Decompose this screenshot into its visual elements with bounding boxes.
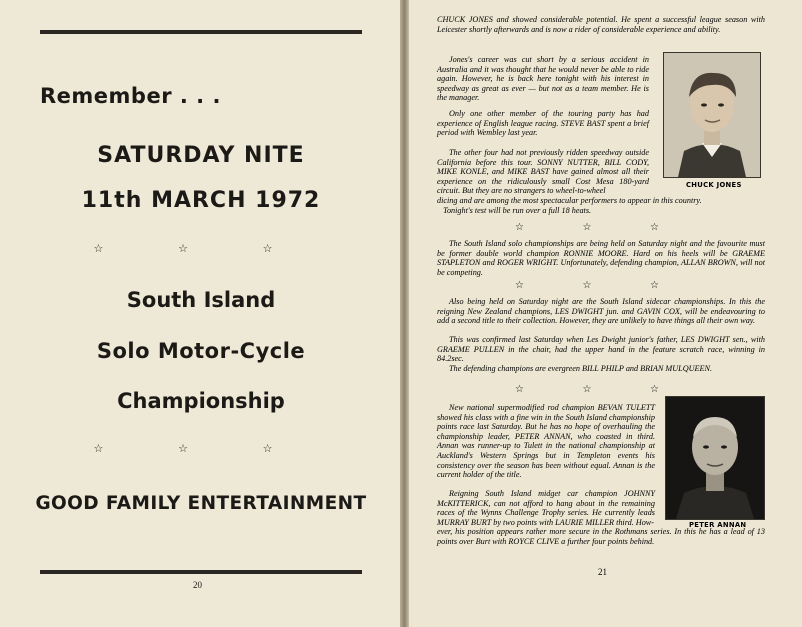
left-page: [0, 0, 400, 627]
top-rule: [40, 30, 362, 34]
event-line-3: Championship: [117, 389, 285, 413]
paragraph-4-part-a: The other four had not previously ridden speedway outside California before this tour. SONNY NUTTER, BILL CODY, MIKE KONLE, and MIKE BAST have gained almost all their experience on the ridiculously small Cost Mesa 180-yard circuit. But they are no strangers to wheel-to-wheel: [437, 148, 649, 196]
star-divider: ☆ ☆ ☆: [93, 243, 309, 255]
paragraph-2: Jones's career was cut short by a serious accident in Australia and it was thought that he would never be able to ride again. However, he is back here tonight with his interest in speedway as great as ever — but not as a team member. He is the manager.: [437, 55, 649, 103]
paragraph-4-part-c: Tonight's test will be run over a full 18 heats.: [443, 205, 592, 215]
star-divider-right-2: ☆ ☆ ☆: [515, 280, 687, 291]
paragraph-8: The defending champions are evergreen BILL PHILP and BRIAN MULQUEEN.: [449, 364, 713, 373]
paragraph-5: The South Island solo championships are being held on Saturday night and the favourite must be former double world champion RONNIE MOORE. Hard on his heels will be GRAEME STAPLETON and ROGER WRIGHT. Unfortunately, defending champion, ALLAN BROWN, will not be competing.: [437, 239, 765, 277]
event-line-1: South Island: [126, 288, 276, 312]
day-line: SATURDAY NITE: [97, 143, 305, 168]
tagline: GOOD FAMILY ENTERTAINMENT: [35, 493, 367, 514]
remember-heading: Remember . . .: [40, 84, 221, 108]
page-gutter: [400, 0, 409, 627]
peter-annan-caption: PETER ANNAN: [689, 521, 747, 529]
event-line-2: Solo Motor-Cycle: [96, 339, 306, 363]
paragraph-1: CHUCK JONES and showed considerable potential. He spent a successful league season with Leicester shortly afterwards and is now a rider of considerable experience and ability.: [437, 15, 765, 34]
paragraph-9: New national supermodified rod champion BEVAN TULETT showed his class with a fine win in the South Island championship points race last Saturday. But he has no hope of overhauling the championship leader, PETER ANNAN, who coasted in third. Annan was runner-up to Tulett in the national championship at Auckland's Western Springs but in Templeton events his consistency over the season has been without equal. Annan is the current holder of the title.: [437, 403, 655, 480]
paragraph-3: Only one other member of the touring party has had experience of English league racing. STEVE BAST spent a brief period with Wembley last year.: [437, 109, 649, 138]
peter-annan-photo: [665, 396, 765, 520]
star-divider-2: ☆ ☆ ☆: [93, 443, 309, 455]
paragraph-4-part-b: dicing and are among the most spectacular performers to appear in this country.: [437, 195, 702, 205]
bottom-rule: [40, 570, 362, 574]
chuck-jones-photo: [663, 52, 761, 178]
chuck-jones-caption: CHUCK JONES: [686, 181, 742, 189]
star-divider-right-3: ☆ ☆ ☆: [515, 384, 687, 395]
paragraph-7: This was confirmed last Saturday when Les Dwight junior's father, LES DWIGHT sen., with GRAEME PULLEN in the chair, had the upper hand in the feature scratch race, winning in 84.2sec.: [437, 335, 765, 364]
paragraph-10-part-b: ever, his position appears rather more secure in the Rothmans series. In this he has a lead of 13 points over Burt with ROYCE CLIVE a further four points behind.: [437, 527, 765, 546]
page-number-left: 20: [193, 580, 202, 590]
star-divider-right-1: ☆ ☆ ☆: [515, 222, 687, 233]
paragraph-6: Also being held on Saturday night are the South Island sidecar championships. In this the reigning New Zealand champions, LES DWIGHT jun. and GAVIN COX, will be endeavouring to add a second title to their collection. However, they are unlikely to have things all their own way.: [437, 297, 765, 326]
page-number-right: 21: [598, 567, 607, 577]
date-line: 11th MARCH 1972: [81, 188, 321, 213]
paragraph-10-part-a: Reigning South Island midget car champion JOHNNY McKITTERICK, can not afford to hang about in the remaining races of the Wynns Challenge Trophy series. He currently leads MURRAY BURT by two points with LAURIE MILLER third. How-: [437, 489, 655, 527]
